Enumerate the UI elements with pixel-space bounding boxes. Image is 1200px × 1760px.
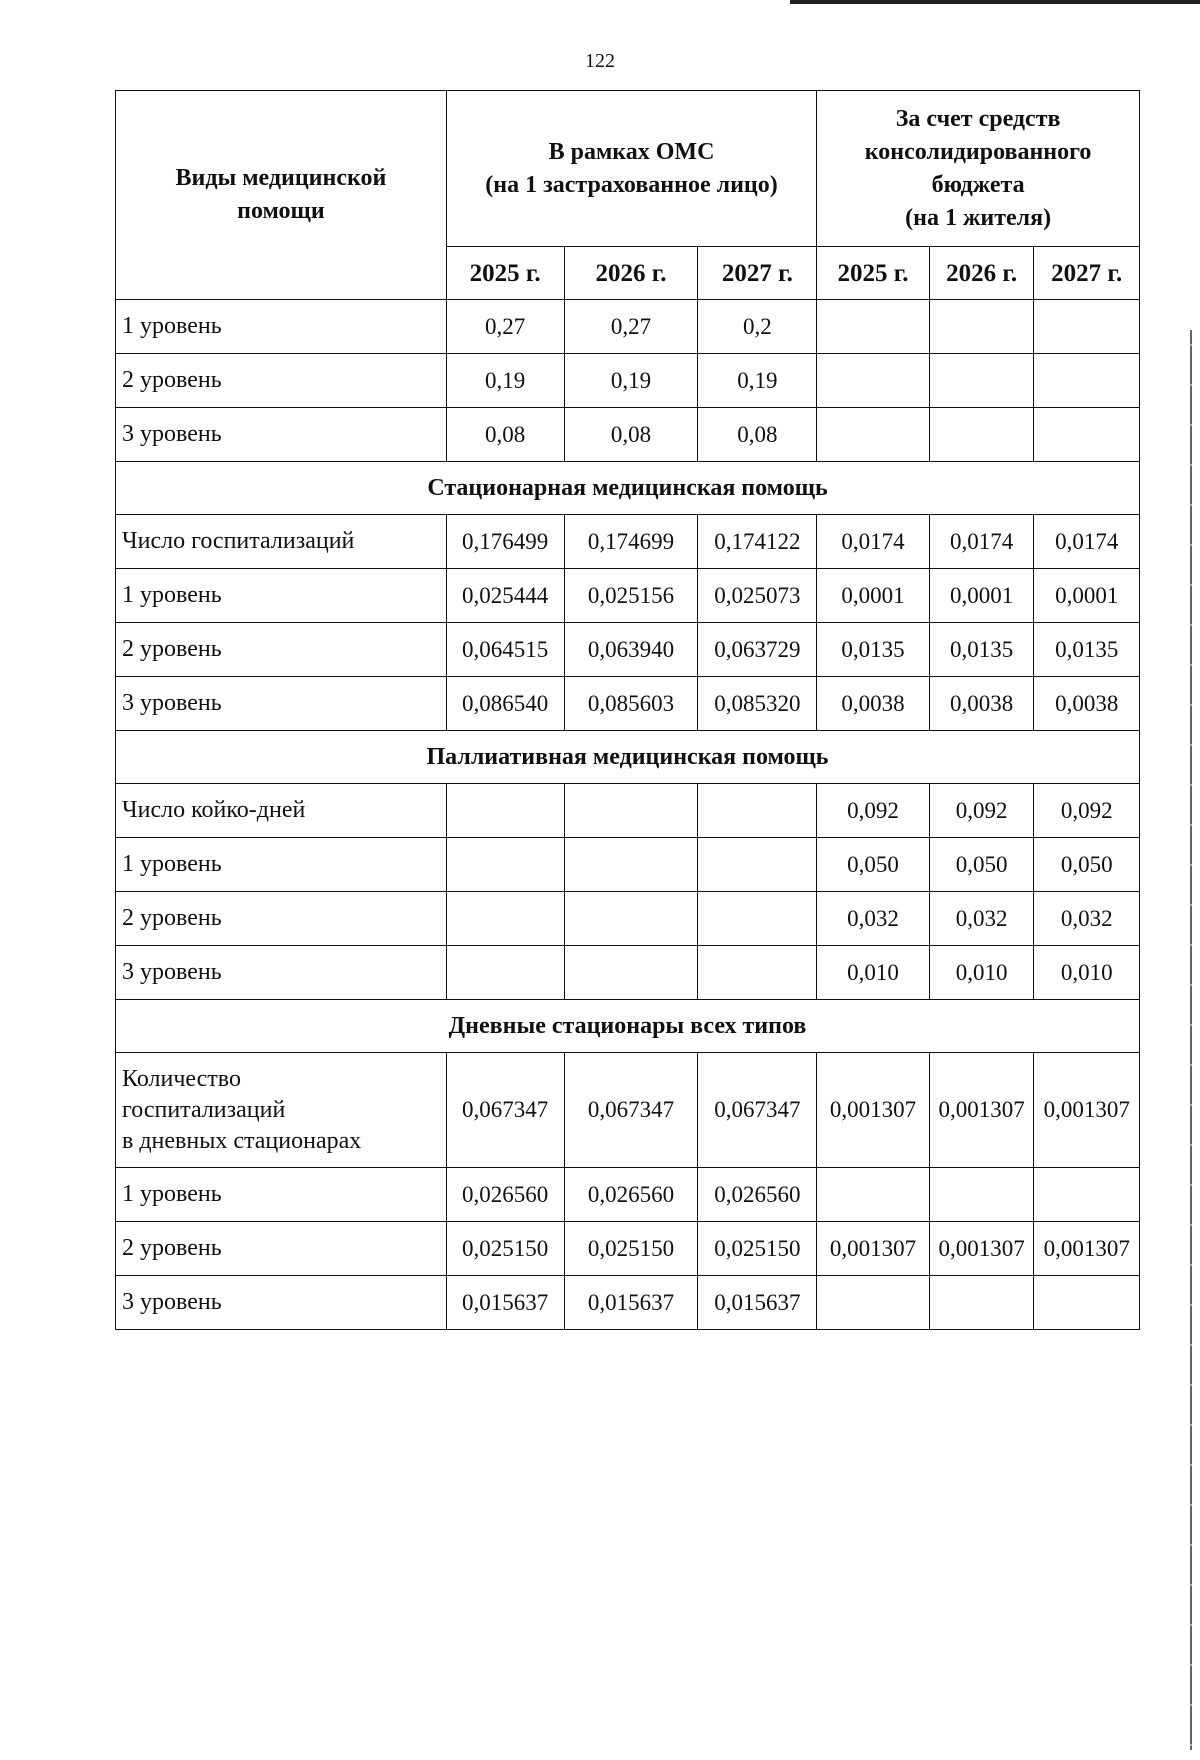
value-cell: 0,0135 bbox=[817, 623, 930, 677]
value-cell: 0,010 bbox=[1034, 946, 1140, 1000]
row-label: 1 уровень bbox=[116, 1168, 447, 1222]
row-label: 2 уровень bbox=[116, 354, 447, 408]
section-title: Стационарная медицинская помощь bbox=[116, 462, 1140, 515]
value-cell: 0,0174 bbox=[1034, 515, 1140, 569]
value-cell bbox=[929, 300, 1034, 354]
value-cell: 0,092 bbox=[929, 784, 1034, 838]
value-cell: 0,025156 bbox=[564, 569, 698, 623]
row-label-line: Количество bbox=[122, 1065, 241, 1092]
header-kind-line: Виды медицинской bbox=[175, 165, 387, 191]
value-cell bbox=[929, 354, 1034, 408]
table-row bbox=[116, 838, 1140, 892]
value-cell: 0,050 bbox=[817, 838, 930, 892]
row-label: 1 уровень bbox=[116, 838, 447, 892]
header-budget-line: (на 1 жителя) bbox=[905, 204, 1052, 231]
value-cell: 0,025150 bbox=[564, 1222, 698, 1276]
value-cell: 0,063729 bbox=[698, 623, 817, 677]
value-cell bbox=[929, 408, 1034, 462]
header-oms-line: (на 1 застрахованное лицо) bbox=[485, 171, 778, 198]
section-row bbox=[116, 462, 1140, 515]
value-cell: 0,063940 bbox=[564, 623, 698, 677]
value-cell: 0,001307 bbox=[817, 1053, 930, 1168]
row-label: 2 уровень bbox=[116, 623, 447, 677]
value-cell bbox=[817, 1168, 930, 1222]
row-label: 1 уровень bbox=[116, 569, 447, 623]
value-cell: 0,067347 bbox=[564, 1053, 698, 1168]
row-label: 1 уровень bbox=[116, 300, 447, 354]
value-cell: 0,015637 bbox=[564, 1276, 698, 1330]
section-row bbox=[116, 1000, 1140, 1053]
value-cell bbox=[564, 838, 698, 892]
value-cell bbox=[1034, 1276, 1140, 1330]
header-year-budget-2025: 2025 г. bbox=[817, 247, 930, 300]
header-budget-line: За счет средств bbox=[895, 105, 1061, 132]
table-row bbox=[116, 623, 1140, 677]
section-title: Паллиативная медицинская помощь bbox=[116, 731, 1140, 784]
section-title: Дневные стационары всех типов bbox=[116, 1000, 1140, 1053]
header-year-oms-2025: 2025 г. bbox=[446, 247, 564, 300]
value-cell bbox=[1034, 408, 1140, 462]
value-cell: 0,0135 bbox=[1034, 623, 1140, 677]
value-cell bbox=[1034, 1168, 1140, 1222]
table-row bbox=[116, 1222, 1140, 1276]
header-year-oms-2026: 2026 г. bbox=[564, 247, 698, 300]
header-year-budget-2027: 2027 г. bbox=[1034, 247, 1140, 300]
value-cell bbox=[817, 1276, 930, 1330]
value-cell bbox=[929, 1168, 1034, 1222]
value-cell bbox=[564, 892, 698, 946]
value-cell: 0,025150 bbox=[446, 1222, 564, 1276]
header-kind-line: помощи bbox=[237, 198, 325, 224]
value-cell: 0,026560 bbox=[564, 1168, 698, 1222]
value-cell: 0,085320 bbox=[698, 677, 817, 731]
value-cell: 0,0001 bbox=[1034, 569, 1140, 623]
value-cell: 0,08 bbox=[564, 408, 698, 462]
value-cell: 0,001307 bbox=[929, 1222, 1034, 1276]
value-cell: 0,067347 bbox=[446, 1053, 564, 1168]
value-cell bbox=[564, 784, 698, 838]
value-cell bbox=[929, 1276, 1034, 1330]
header-budget-line: консолидированного bbox=[864, 138, 1092, 165]
value-cell: 0,025073 bbox=[698, 569, 817, 623]
row-label: 3 уровень bbox=[116, 1276, 447, 1330]
value-cell: 0,025150 bbox=[698, 1222, 817, 1276]
value-cell bbox=[817, 354, 930, 408]
value-cell bbox=[1034, 354, 1140, 408]
value-cell: 0,032 bbox=[817, 892, 930, 946]
value-cell: 0,025444 bbox=[446, 569, 564, 623]
value-cell: 0,092 bbox=[1034, 784, 1140, 838]
value-cell: 0,174699 bbox=[564, 515, 698, 569]
header-year-budget-2026: 2026 г. bbox=[929, 247, 1034, 300]
header-oms-line: В рамках ОМС bbox=[548, 138, 715, 165]
value-cell: 0,174122 bbox=[698, 515, 817, 569]
row-label-line: в дневных стационарах bbox=[122, 1127, 362, 1154]
value-cell: 0,176499 bbox=[446, 515, 564, 569]
header-oms-group bbox=[446, 91, 816, 247]
value-cell: 0,0135 bbox=[929, 623, 1034, 677]
value-cell: 0,0038 bbox=[817, 677, 930, 731]
value-cell: 0,2 bbox=[698, 300, 817, 354]
value-cell: 0,001307 bbox=[1034, 1053, 1140, 1168]
value-cell: 0,015637 bbox=[698, 1276, 817, 1330]
value-cell: 0,0038 bbox=[929, 677, 1034, 731]
value-cell: 0,032 bbox=[1034, 892, 1140, 946]
value-cell bbox=[698, 892, 817, 946]
value-cell: 0,026560 bbox=[446, 1168, 564, 1222]
value-cell: 0,092 bbox=[817, 784, 930, 838]
value-cell: 0,064515 bbox=[446, 623, 564, 677]
value-cell: 0,27 bbox=[446, 300, 564, 354]
value-cell bbox=[446, 838, 564, 892]
value-cell bbox=[817, 408, 930, 462]
value-cell: 0,032 bbox=[929, 892, 1034, 946]
row-label: 3 уровень bbox=[116, 408, 447, 462]
value-cell bbox=[1034, 300, 1140, 354]
value-cell: 0,015637 bbox=[446, 1276, 564, 1330]
row-label: 3 уровень bbox=[116, 677, 447, 731]
value-cell: 0,001307 bbox=[929, 1053, 1034, 1168]
table-row bbox=[116, 408, 1140, 462]
row-label bbox=[116, 1053, 447, 1168]
row-label: 2 уровень bbox=[116, 1222, 447, 1276]
value-cell: 0,19 bbox=[698, 354, 817, 408]
value-cell: 0,026560 bbox=[698, 1168, 817, 1222]
value-cell: 0,010 bbox=[817, 946, 930, 1000]
table-row bbox=[116, 677, 1140, 731]
value-cell: 0,08 bbox=[446, 408, 564, 462]
value-cell: 0,08 bbox=[698, 408, 817, 462]
value-cell bbox=[446, 946, 564, 1000]
table-row bbox=[116, 784, 1140, 838]
table-row bbox=[116, 892, 1140, 946]
value-cell: 0,001307 bbox=[817, 1222, 930, 1276]
value-cell: 0,0001 bbox=[929, 569, 1034, 623]
value-cell bbox=[446, 784, 564, 838]
table-header bbox=[116, 91, 1140, 300]
value-cell: 0,19 bbox=[446, 354, 564, 408]
row-label: Число койко-дней bbox=[116, 784, 447, 838]
row-label: 3 уровень bbox=[116, 946, 447, 1000]
table-row bbox=[116, 1168, 1140, 1222]
value-cell: 0,0001 bbox=[817, 569, 930, 623]
table-row bbox=[116, 354, 1140, 408]
norms-table bbox=[115, 90, 1140, 1330]
header-budget-line: бюджета bbox=[931, 171, 1025, 198]
section-row bbox=[116, 731, 1140, 784]
value-cell bbox=[698, 838, 817, 892]
value-cell: 0,0174 bbox=[929, 515, 1034, 569]
value-cell: 0,001307 bbox=[1034, 1222, 1140, 1276]
value-cell: 0,050 bbox=[1034, 838, 1140, 892]
scan-top-rule bbox=[790, 0, 1200, 4]
table-row bbox=[116, 1276, 1140, 1330]
header-year-oms-2027: 2027 г. bbox=[698, 247, 817, 300]
page-number: 122 bbox=[585, 50, 615, 72]
table-row bbox=[116, 569, 1140, 623]
value-cell: 0,050 bbox=[929, 838, 1034, 892]
table-row bbox=[116, 515, 1140, 569]
value-cell: 0,085603 bbox=[564, 677, 698, 731]
row-label: 2 уровень bbox=[116, 892, 447, 946]
value-cell bbox=[698, 946, 817, 1000]
table-body bbox=[116, 300, 1140, 1330]
value-cell: 0,067347 bbox=[698, 1053, 817, 1168]
table-row bbox=[116, 300, 1140, 354]
row-label: Число госпитализаций bbox=[116, 515, 447, 569]
value-cell: 0,19 bbox=[564, 354, 698, 408]
value-cell: 0,0174 bbox=[817, 515, 930, 569]
header-budget-group bbox=[817, 91, 1140, 247]
value-cell bbox=[817, 300, 930, 354]
value-cell: 0,0038 bbox=[1034, 677, 1140, 731]
table-row bbox=[116, 1053, 1140, 1168]
value-cell bbox=[446, 892, 564, 946]
value-cell: 0,27 bbox=[564, 300, 698, 354]
row-label-line: госпитализаций bbox=[122, 1096, 286, 1123]
scan-edge-artifact bbox=[1190, 330, 1192, 1750]
value-cell: 0,010 bbox=[929, 946, 1034, 1000]
value-cell bbox=[698, 784, 817, 838]
table-row bbox=[116, 946, 1140, 1000]
value-cell bbox=[564, 946, 698, 1000]
header-kind-of-care bbox=[116, 91, 447, 300]
value-cell: 0,086540 bbox=[446, 677, 564, 731]
